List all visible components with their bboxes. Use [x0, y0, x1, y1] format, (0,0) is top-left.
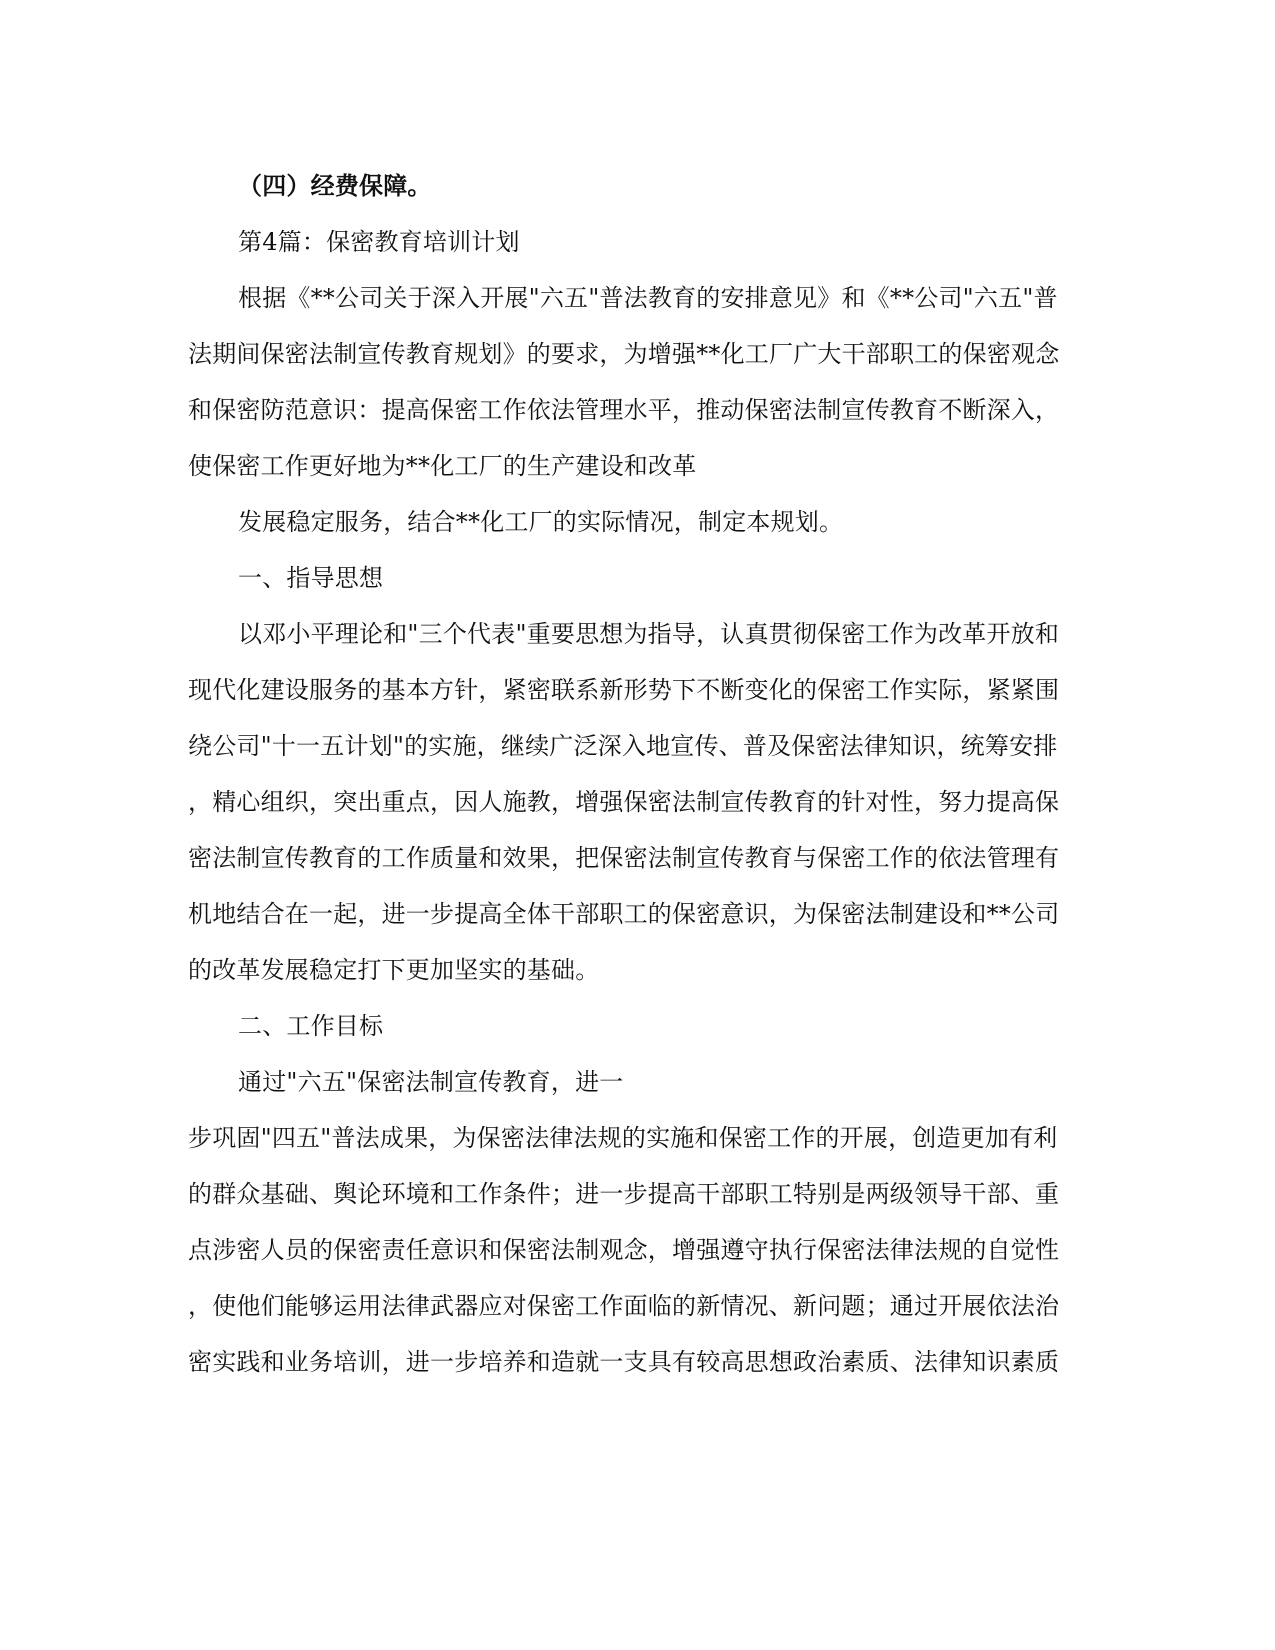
paragraph-line: ，精心组织，突出重点，因人施教，增强保密法制宣传教育的针对性，努力提高保 [188, 788, 1060, 816]
section-heading-guiding-ideology: 一、指导思想 [238, 564, 384, 592]
paragraph-line: 以邓小平理论和"三个代表"重要思想为指导，认真贯彻保密工作为改革开放和 [238, 620, 1060, 648]
paragraph-line: 的群众基础、舆论环境和工作条件；进一步提高干部职工特别是两级领导干部、重 [188, 1180, 1060, 1208]
paragraph-line: 根据《**公司关于深入开展"六五"普法教育的安排意见》和《**公司"六五"普 [238, 284, 1058, 312]
paragraph-line: ，使他们能够运用法律武器应对保密工作面临的新情况、新问题；通过开展依法治 [188, 1292, 1060, 1320]
section-heading-funding: （四）经费保障。 [238, 171, 432, 200]
paragraph-line: 密实践和业务培训，进一步培养和造就一支具有较高思想政治素质、法律知识素质 [188, 1348, 1060, 1376]
paragraph-line: 绕公司"十一五计划"的实施，继续广泛深入地宣传、普及保密法律知识，统筹安排 [188, 732, 1058, 760]
paragraph-line: 使保密工作更好地为**化工厂的生产建设和改革 [188, 452, 697, 480]
paragraph-line: 现代化建设服务的基本方针，紧密联系新形势下不断变化的保密工作实际，紧紧围 [188, 676, 1060, 704]
paragraph-line: 和保密防范意识：提高保密工作依法管理水平，推动保密法制宣传教育不断深入， [188, 396, 1060, 424]
paragraph-line: 步巩固"四五"普法成果，为保密法律法规的实施和保密工作的开展，创造更加有利 [188, 1124, 1058, 1152]
paragraph-line: 通过"六五"保密法制宣传教育，进一 [238, 1068, 624, 1096]
article-title: 第4篇：保密教育培训计划 [238, 228, 520, 256]
paragraph-line: 发展稳定服务，结合**化工厂的实际情况，制定本规划。 [238, 508, 844, 536]
paragraph-line: 机地结合在一起，进一步提高全体干部职工的保密意识，为保密法制建设和**公司 [188, 900, 1060, 928]
paragraph-line: 法期间保密法制宣传教育规划》的要求，为增强**化工厂广大干部职工的保密观念 [188, 340, 1060, 368]
paragraph-line: 点涉密人员的保密责任意识和保密法制观念，增强遵守执行保密法律法规的自觉性 [188, 1236, 1060, 1264]
paragraph-line: 密法制宣传教育的工作质量和效果，把保密法制宣传教育与保密工作的依法管理有 [188, 844, 1060, 872]
section-heading-work-goals: 二、工作目标 [238, 1012, 384, 1040]
paragraph-line: 的改革发展稳定打下更加坚实的基础。 [188, 956, 600, 984]
